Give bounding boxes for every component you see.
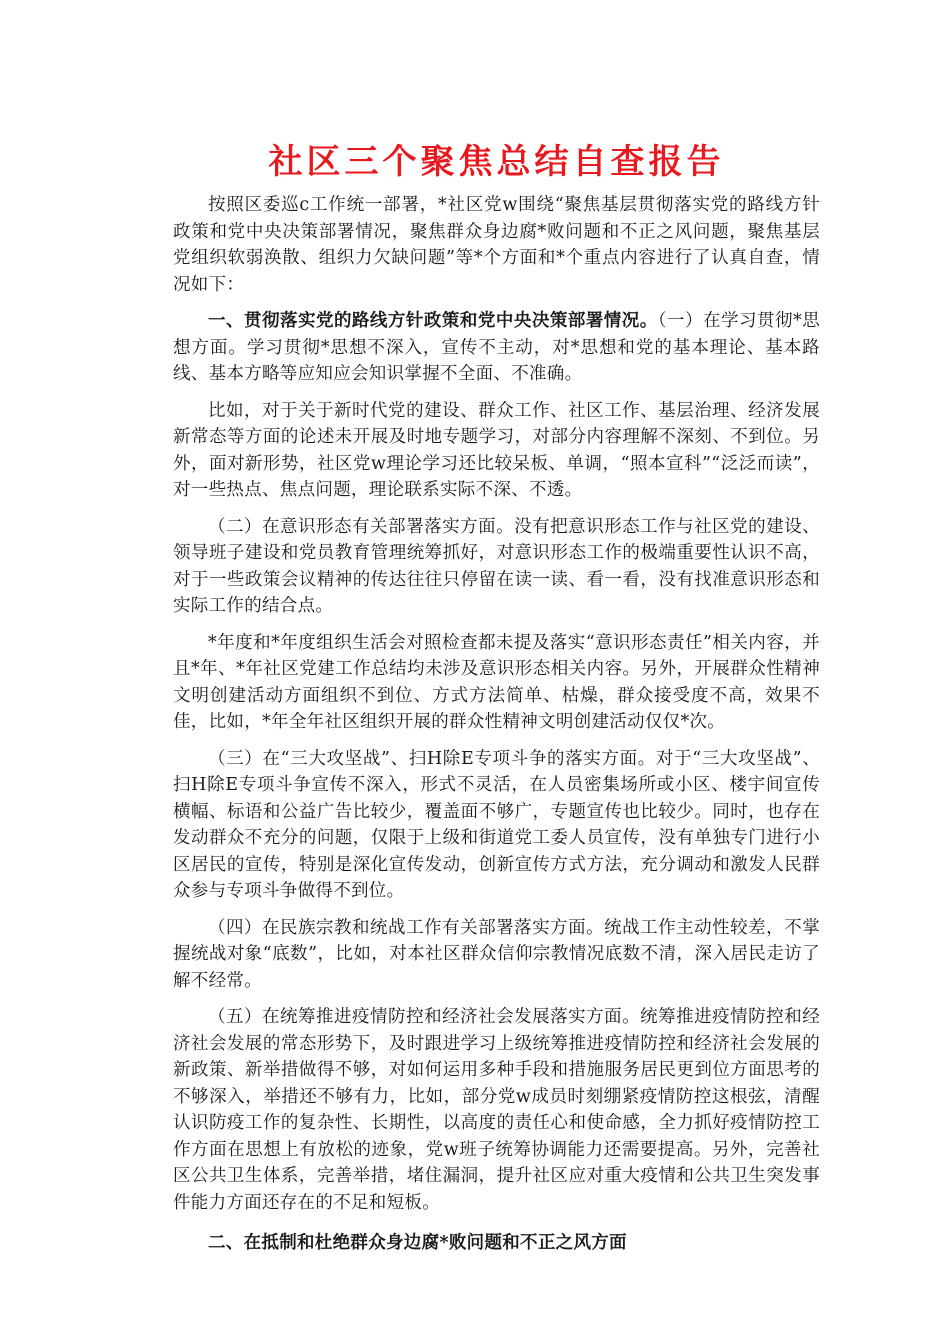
paragraph: （四）在民族宗教和统战工作有关部署落实方面。统战工作主动性较差，不掌握统战对象“底数”，比如，对本社区群众信仰宗教情况底数不清，深入居民走访了解不经常。 xyxy=(173,917,820,991)
paragraph: （五）在统筹推进疫情防控和经济社会发展落实方面。统筹推进疫情防控和经济社会发展的常态形势下，及时跟进学习上级统筹推进疫情防控和经济社会发展的新政策、新举措做得不够，对如何运用多种手段和措施服务居民更到位方面思考的不够深入，举措还不够有力，比如，部分党w成员时刻绷紧疫情防控这根弦，清醒认识防疫工作的复杂性、长期性，以高度的责任心和使命感，全力抓好疫情防控工作方面在思想上有放松的迹象，党w班子统筹协调能力还需要提高。另外，完善社区公共卫生体系，完善举措，堵住漏洞，提升社区应对重大疫情和公共卫生突发事件能力方面还存在的不足和短板。 xyxy=(173,1007,820,1213)
paragraph: （三）在“三大攻坚战”、扫H除E专项斗争的落实方面。对于“三大攻坚战”、扫H除E专项斗争宣传不深入，形式不灵活，在人员密集场所或小区、楼宇间宣传横幅、标语和公益广告比较少，覆盖面不够广，专题宣传也比较少。同时，也存在发动群众不充分的问题，仅限于上级和街道党工委人员宣传，没有单独专门进行小区居民的宣传，特别是深化宣传发动，创新宣传方式方法，充分调动和激发人民群众参与专项斗争做得不到位。 xyxy=(173,748,820,901)
paragraph: （二）在意识形态有关部署落实方面。没有把意识形态工作与社区党的建设、领导班子建设和党员教育管理统筹抓好，对意识形态工作的极端重要性认识不高，对于一些政策会议精神的传达往往只停留在读一读、看一看，没有找准意识形态和实际工作的结合点。 xyxy=(173,516,820,616)
paragraph: *年度和*年度组织生活会对照检查都未提及落实“意识形态责任”相关内容，并且*年、*年社区党建工作总结均未涉及意识形态相关内容。另外，开展群众性精神文明创建活动方面组织不到位、方式方法简单、枯燥，群众接受度不高，效果不佳，比如，*年全年社区组织开展的群众性精神文明创建活动仅仅*次。 xyxy=(173,632,820,732)
section-2-heading: 二、在抵制和杜绝群众身边腐*败问题和不正之风方面 xyxy=(208,1233,627,1253)
section-1-paragraph xyxy=(173,308,820,388)
section-1-heading: 一、贯彻落实党的路线方针政策和党中央决策部署情况。 xyxy=(208,311,658,331)
intro-paragraph: 按照区委巡c工作统一部署，*社区党w围绕“聚焦基层贯彻落实党的路线方针政策和党中央决策部署情况，聚焦群众身边腐*败问题和不正之风问题，聚焦基层党组织软弱涣散、组织力欠缺问题”等*个方面和*个重点内容进行了认真自查，情况如下： xyxy=(173,195,820,295)
document-title: 社区三个聚焦总结自查报告 xyxy=(268,142,725,182)
paragraph: 比如，对于关于新时代党的建设、群众工作、社区工作、基层治理、经济发展新常态等方面的论述未开展及时地专题学习，对部分内容理解不深刻、不到位。另外，面对新形势，社区党w理论学习还比较呆板、单调，“照本宣科”“泛泛而读”，对一些热点、焦点问题，理论联系实际不深、不透。 xyxy=(173,400,820,500)
section-1-text: （一）在学习贯彻*思想方面。学习贯彻*思想不深入，宣传不主动，对*思想和党的基本理论、基本路线、基本方略等应知应会知识掌握不全面、不准确。 xyxy=(173,311,821,384)
